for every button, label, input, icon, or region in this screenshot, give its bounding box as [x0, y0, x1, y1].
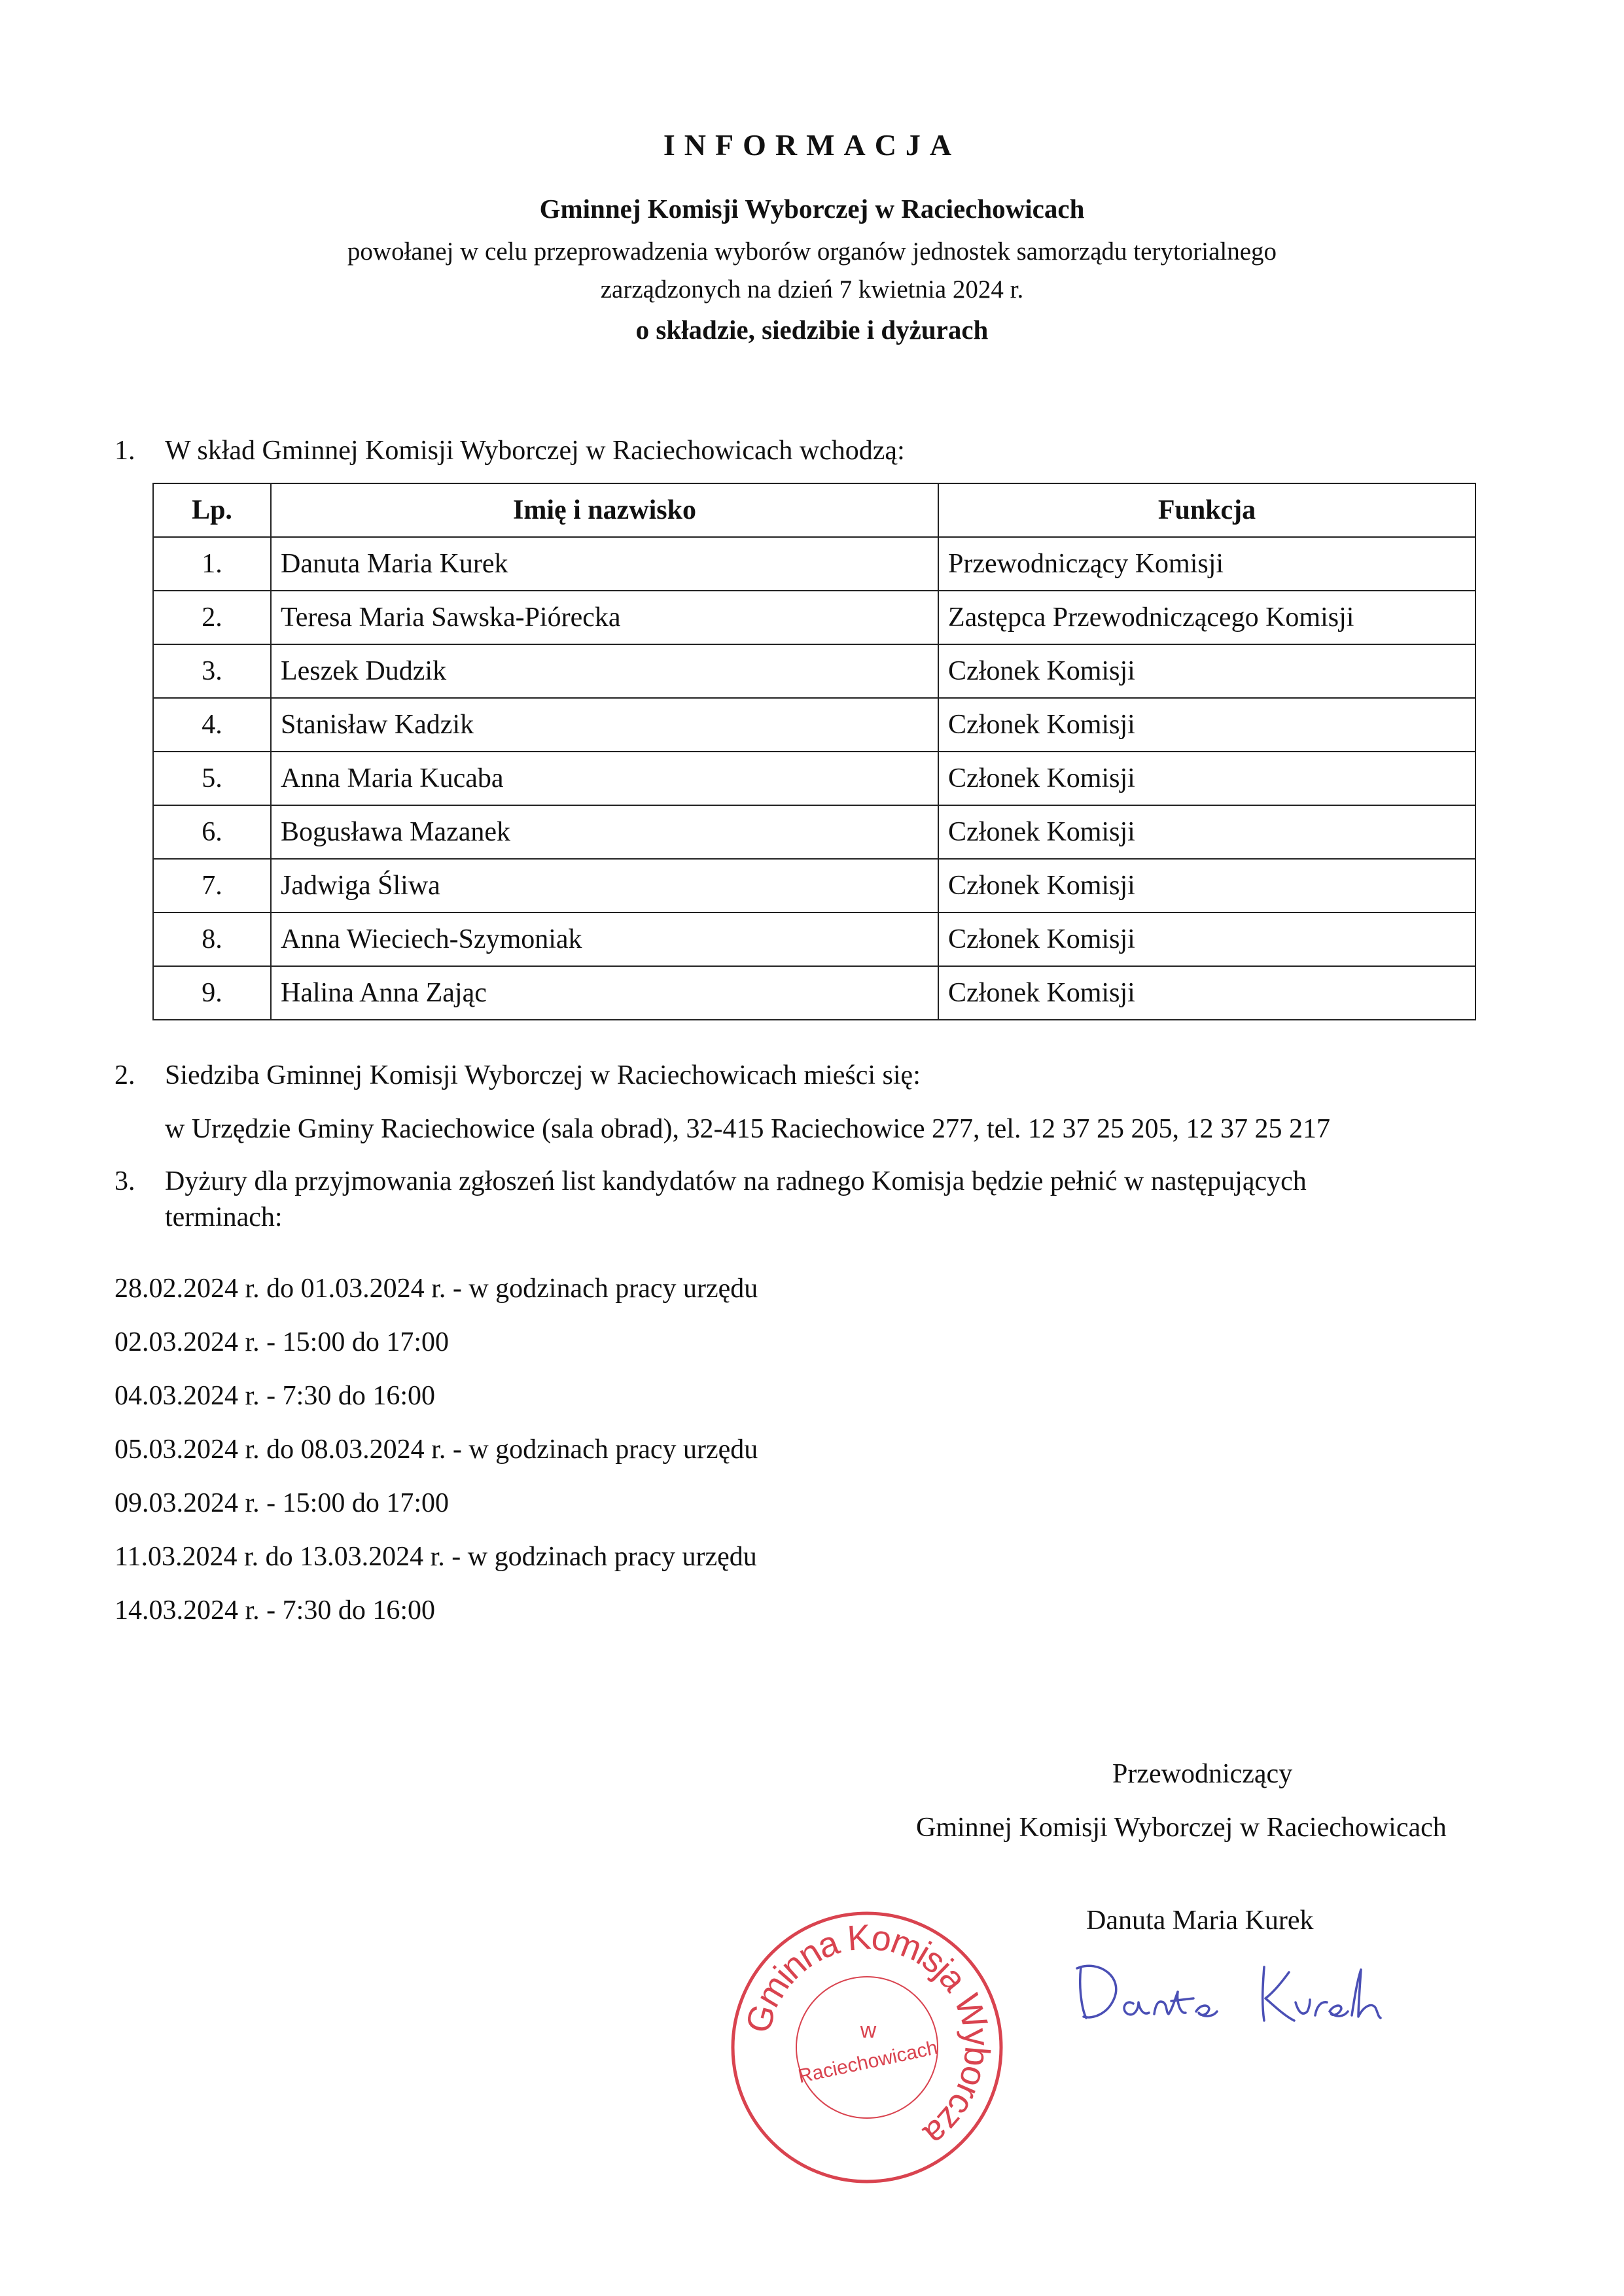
signature-name: Danuta Maria Kurek	[1086, 1905, 1314, 1936]
signature-body: Gminnej Komisji Wyborczej w Raciechowicach	[916, 1813, 1447, 1843]
cell-lp: 5.	[153, 752, 271, 805]
cell-lp: 4.	[153, 698, 271, 752]
schedule-entry: 14.03.2024 r. - 7:30 do 16:00	[115, 1595, 435, 1626]
cell-lp: 9.	[153, 966, 271, 1020]
table-row	[153, 913, 1475, 966]
stamp-ring-text: Gminna Komisja Wyborcza	[738, 1917, 997, 2154]
cell-role: Członek Komisji	[938, 913, 1475, 966]
schedule-entry: 04.03.2024 r. - 7:30 do 16:00	[115, 1381, 435, 1411]
address-text: w Urzędzie Gminy Raciechowice (sala obrad), 32-415 Raciechowice 277, tel. 12 37 25 205, 12 37 25 217	[165, 1114, 1330, 1144]
cell-role: Członek Komisji	[938, 966, 1475, 1020]
cell-lp: 8.	[153, 913, 271, 966]
table-row	[153, 537, 1475, 591]
stamp-center-w: w	[860, 2018, 877, 2043]
table-row	[153, 644, 1475, 698]
column-header-name: Imię i nazwisko	[271, 483, 938, 537]
stamp-center-place: Raciechowicach	[796, 2036, 940, 2088]
members-table	[152, 483, 1476, 1020]
cell-name: Bogusława Mazanek	[271, 805, 938, 859]
cell-name: Stanisław Kadzik	[271, 698, 938, 752]
cell-role: Członek Komisji	[938, 805, 1475, 859]
cell-role: Członek Komisji	[938, 644, 1475, 698]
column-header-role: Funkcja	[938, 483, 1475, 537]
table-row	[153, 752, 1475, 805]
signature-role: Przewodniczący	[1112, 1759, 1293, 1789]
cell-role: Członek Komisji	[938, 752, 1475, 805]
cell-lp: 2.	[153, 591, 271, 644]
section-number: 3.	[115, 1166, 135, 1196]
section-text-continuation: terminach:	[165, 1202, 283, 1232]
cell-name: Anna Maria Kucaba	[271, 752, 938, 805]
cell-role: Członek Komisji	[938, 698, 1475, 752]
column-header-lp: Lp.	[153, 483, 271, 537]
cell-name: Jadwiga Śliwa	[271, 859, 938, 913]
schedule-entry: 09.03.2024 r. - 15:00 do 17:00	[115, 1488, 449, 1518]
document-date-line: zarządzonych na dzień 7 kwietnia 2024 r.	[600, 275, 1024, 304]
table-row	[153, 591, 1475, 644]
table-header-row	[153, 483, 1475, 537]
document-subtitle: Gminnej Komisji Wyborczej w Raciechowicach	[539, 194, 1085, 224]
cell-lp: 1.	[153, 537, 271, 591]
cell-name: Anna Wieciech-Szymoniak	[271, 913, 938, 966]
cell-lp: 6.	[153, 805, 271, 859]
handwritten-signature	[1073, 1953, 1413, 2031]
schedule-entry: 28.02.2024 r. do 01.03.2024 r. - w godzinach pracy urzędu	[115, 1274, 758, 1304]
table-row	[153, 698, 1475, 752]
document-topic: o składzie, siedzibie i dyżurach	[635, 315, 989, 345]
table-row	[153, 805, 1475, 859]
section-text: Dyżury dla przyjmowania zgłoszeń list kandydatów na radnego Komisja będzie pełnić w następujących	[165, 1166, 1307, 1196]
section-text: Siedziba Gminnej Komisji Wyborczej w Raciechowicach mieści się:	[165, 1060, 921, 1090]
schedule-entry: 11.03.2024 r. do 13.03.2024 r. - w godzinach pracy urzędu	[115, 1542, 757, 1572]
table-row	[153, 966, 1475, 1020]
commission-stamp	[723, 1904, 1011, 2191]
section-number: 2.	[115, 1060, 135, 1090]
cell-name: Teresa Maria Sawska-Piórecka	[271, 591, 938, 644]
cell-name: Leszek Dudzik	[271, 644, 938, 698]
cell-role: Członek Komisji	[938, 859, 1475, 913]
section-text: W skład Gminnej Komisji Wyborczej w Raciechowicach wchodzą:	[165, 436, 905, 466]
schedule-entry: 02.03.2024 r. - 15:00 do 17:00	[115, 1327, 449, 1357]
cell-lp: 7.	[153, 859, 271, 913]
cell-lp: 3.	[153, 644, 271, 698]
section-number: 1.	[115, 436, 135, 466]
table-row	[153, 859, 1475, 913]
cell-role: Przewodniczący Komisji	[938, 537, 1475, 591]
schedule-entry: 05.03.2024 r. do 08.03.2024 r. - w godzinach pracy urzędu	[115, 1435, 758, 1465]
cell-name: Danuta Maria Kurek	[271, 537, 938, 591]
document-title: INFORMACJA	[663, 128, 961, 162]
cell-role: Zastępca Przewodniczącego Komisji	[938, 591, 1475, 644]
document-purpose-line: powołanej w celu przeprowadzenia wyborów organów jednostek samorządu terytorialnego	[347, 237, 1277, 266]
cell-name: Halina Anna Zając	[271, 966, 938, 1020]
